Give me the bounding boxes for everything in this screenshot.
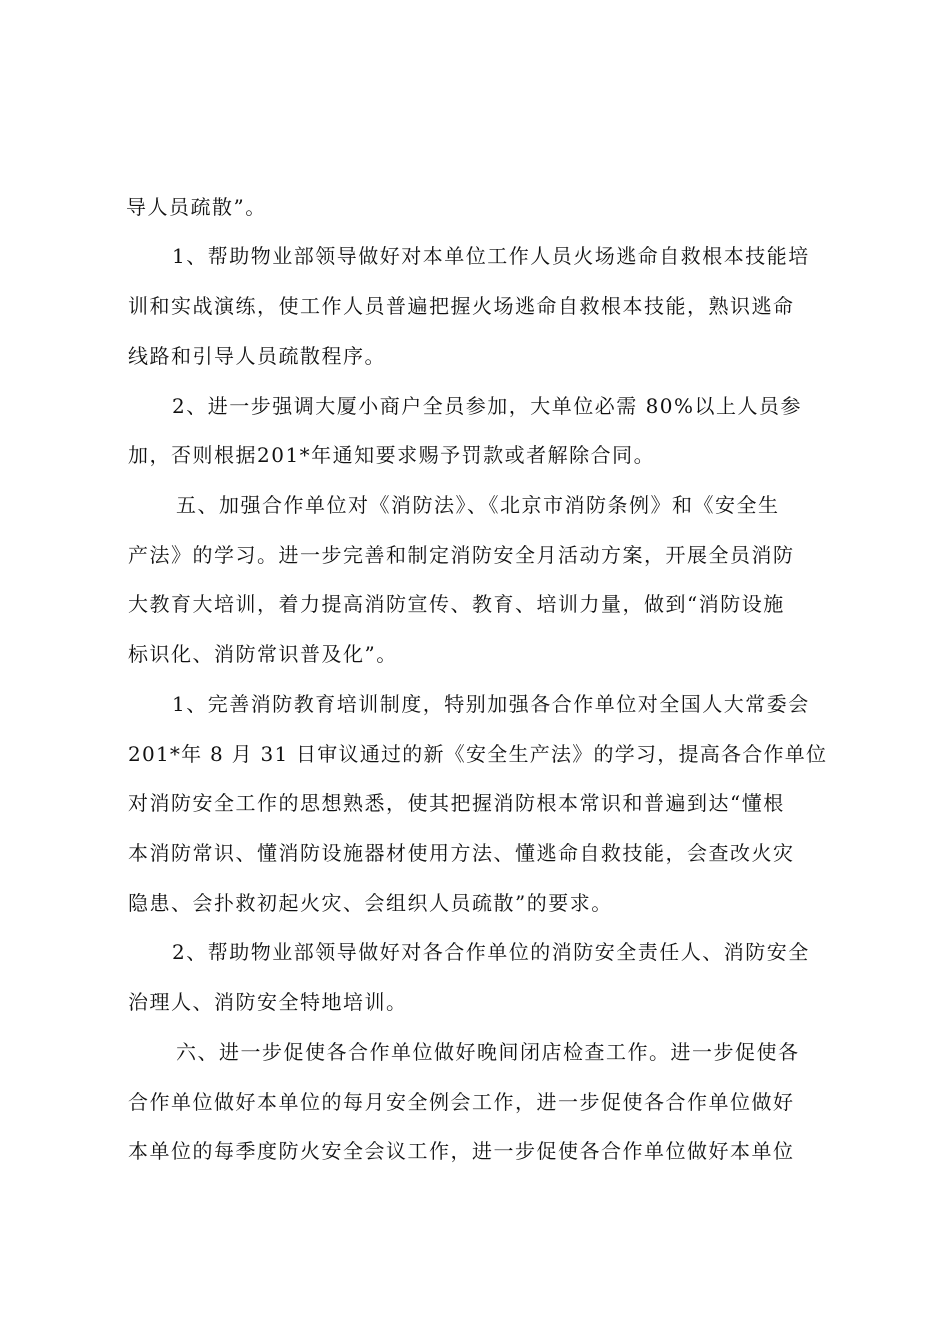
text-line: 大教育大培训，着力提高消防宣传、教育、培训力量，做到“消防设施	[128, 592, 785, 616]
text-line: 导人员疏散”。	[126, 195, 267, 219]
text-line: 1、完善消防教育培训制度，特别加强各合作单位对全国人大常委会	[172, 692, 810, 716]
text-line: 产法》的学习。进一步完善和制定消防安全月活动方案，开展全员消防	[128, 543, 795, 567]
text-line: 1、帮助物业部领导做好对本单位工作人员火场逃命自救根本技能培	[172, 244, 810, 268]
text-line: 六、进一步促使各合作单位做好晚间闭店检查工作。进一步促使各	[176, 1040, 800, 1064]
text-line: 对消防安全工作的思想熟悉，使其把握消防根本常识和普遍到达“懂根	[128, 791, 785, 815]
text-line: 线路和引导人员疏散程序。	[128, 344, 386, 368]
text-line: 治理人、消防安全特地培训。	[128, 990, 408, 1014]
text-line: 训和实战演练，使工作人员普遍把握火场逃命自救根本技能，熟识逃命	[128, 294, 795, 318]
text-line: 本单位的每季度防火安全会议工作，进一步促使各合作单位做好本单位	[128, 1139, 795, 1163]
text-line: 201*年 8 月 31 日审议通过的新《安全生产法》的学习，提高各合作单位	[128, 742, 828, 766]
text-line: 2、帮助物业部领导做好对各合作单位的消防安全责任人、消防安全	[172, 940, 810, 964]
text-line: 标识化、消防常识普及化”。	[128, 642, 398, 666]
text-line: 本消防常识、懂消防设施器材使用方法、懂逃命自救技能，会查改火灾	[128, 841, 795, 865]
text-line: 隐患、会扑救初起火灾、会组织人员疏散”的要求。	[128, 891, 613, 915]
text-line: 2、进一步强调大厦小商户全员参加，大单位必需 80%以上人员参	[172, 394, 803, 418]
text-line: 加，否则根据201*年通知要求赐予罚款或者解除合同。	[128, 443, 656, 467]
text-line: 合作单位做好本单位的每月安全例会工作，进一步促使各合作单位做好	[128, 1090, 795, 1114]
text-line: 五、加强合作单位对《消防法》、《北京市消防条例》和《安全生	[176, 493, 780, 517]
